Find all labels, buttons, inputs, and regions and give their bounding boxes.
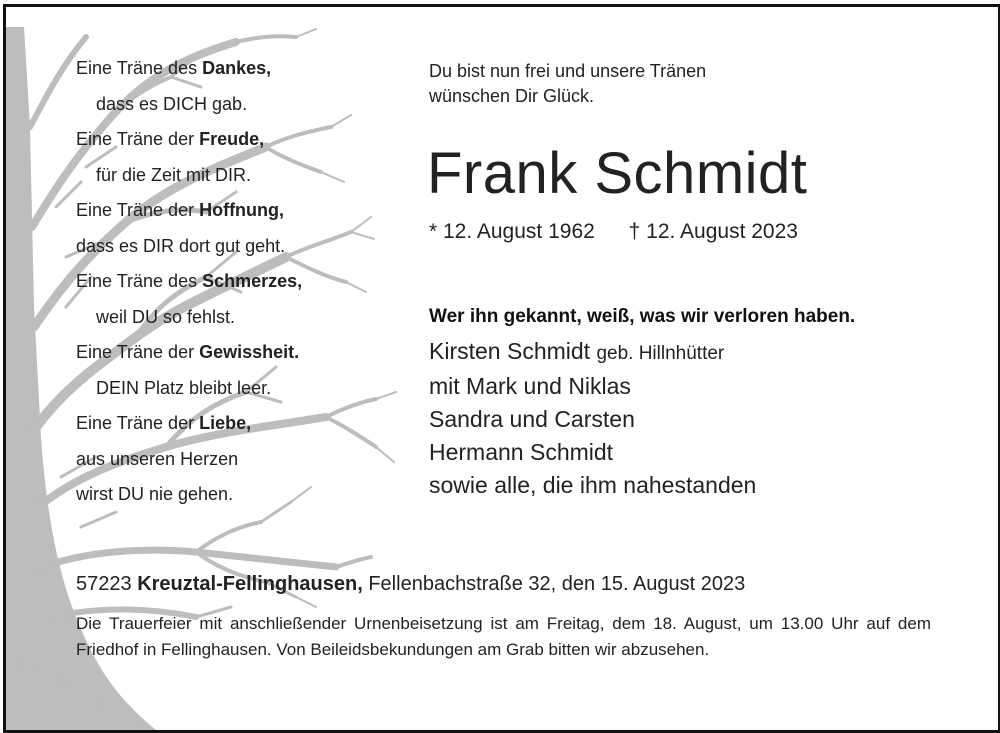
mourner-line: Sandra und Carsten — [429, 406, 635, 432]
poem-line: Eine Träne der Gewissheit. — [76, 342, 300, 362]
poem-line: dass es DICH gab. — [96, 93, 248, 114]
mourners — [429, 303, 855, 502]
death-date: † 12. August 2023 — [628, 220, 798, 243]
funeral-notice: Die Trauerfeier mit anschließender Urnenbeisetzung ist am Freitag, dem 18. August, um 13.00 Uhr auf dem Friedhof in Fellinghausen. Von Beileidsbekundungen am Grab bitten wir abzusehen. — [76, 614, 931, 659]
deceased-name: Frank Schmidt — [427, 141, 808, 206]
poem-line: Eine Träne der Freude, — [76, 129, 265, 149]
street-date: Fellenbachstraße 32, den 15. August 2023 — [368, 573, 746, 595]
poem-line: aus unseren Herzen — [76, 448, 239, 469]
birth-date: * 12. August 1962 — [429, 220, 595, 243]
mourner-line: Kirsten Schmidt geb. Hillnhütter — [429, 338, 725, 364]
poem-line: DEIN Platz bleibt leer. — [96, 377, 272, 398]
mourner-line: sowie alle, die ihm nahestanden — [429, 472, 757, 498]
obituary-card — [3, 4, 1000, 733]
poem-line: Eine Träne der Hoffnung, — [76, 200, 285, 220]
address-line — [76, 570, 745, 598]
poem-line: wirst DU nie gehen. — [76, 484, 234, 504]
mourner-line: mit Mark und Niklas — [429, 373, 631, 399]
quote-line-2: wünschen Dir Glück. — [429, 86, 595, 106]
poem — [76, 57, 376, 519]
quote — [429, 59, 706, 109]
poem-line: Eine Träne des Dankes, — [76, 58, 272, 78]
poem-line: Eine Träne der Liebe, — [76, 413, 252, 433]
life-dates — [429, 219, 798, 245]
mourner-line: Hermann Schmidt — [429, 439, 614, 465]
mourners-headline: Wer ihn gekannt, weiß, was wir verloren haben. — [429, 306, 856, 327]
poem-line: für die Zeit mit DIR. — [96, 164, 252, 185]
poem-line: dass es DIR dort gut geht. — [76, 235, 286, 256]
poem-line: Eine Träne des Schmerzes, — [76, 271, 303, 291]
quote-line-1: Du bist nun frei und unsere Tränen — [429, 61, 707, 81]
town: Kreuztal-Fellinghausen, — [137, 573, 363, 595]
poem-line: weil DU so fehlst. — [96, 306, 236, 327]
zip-code: 57223 — [76, 573, 132, 595]
